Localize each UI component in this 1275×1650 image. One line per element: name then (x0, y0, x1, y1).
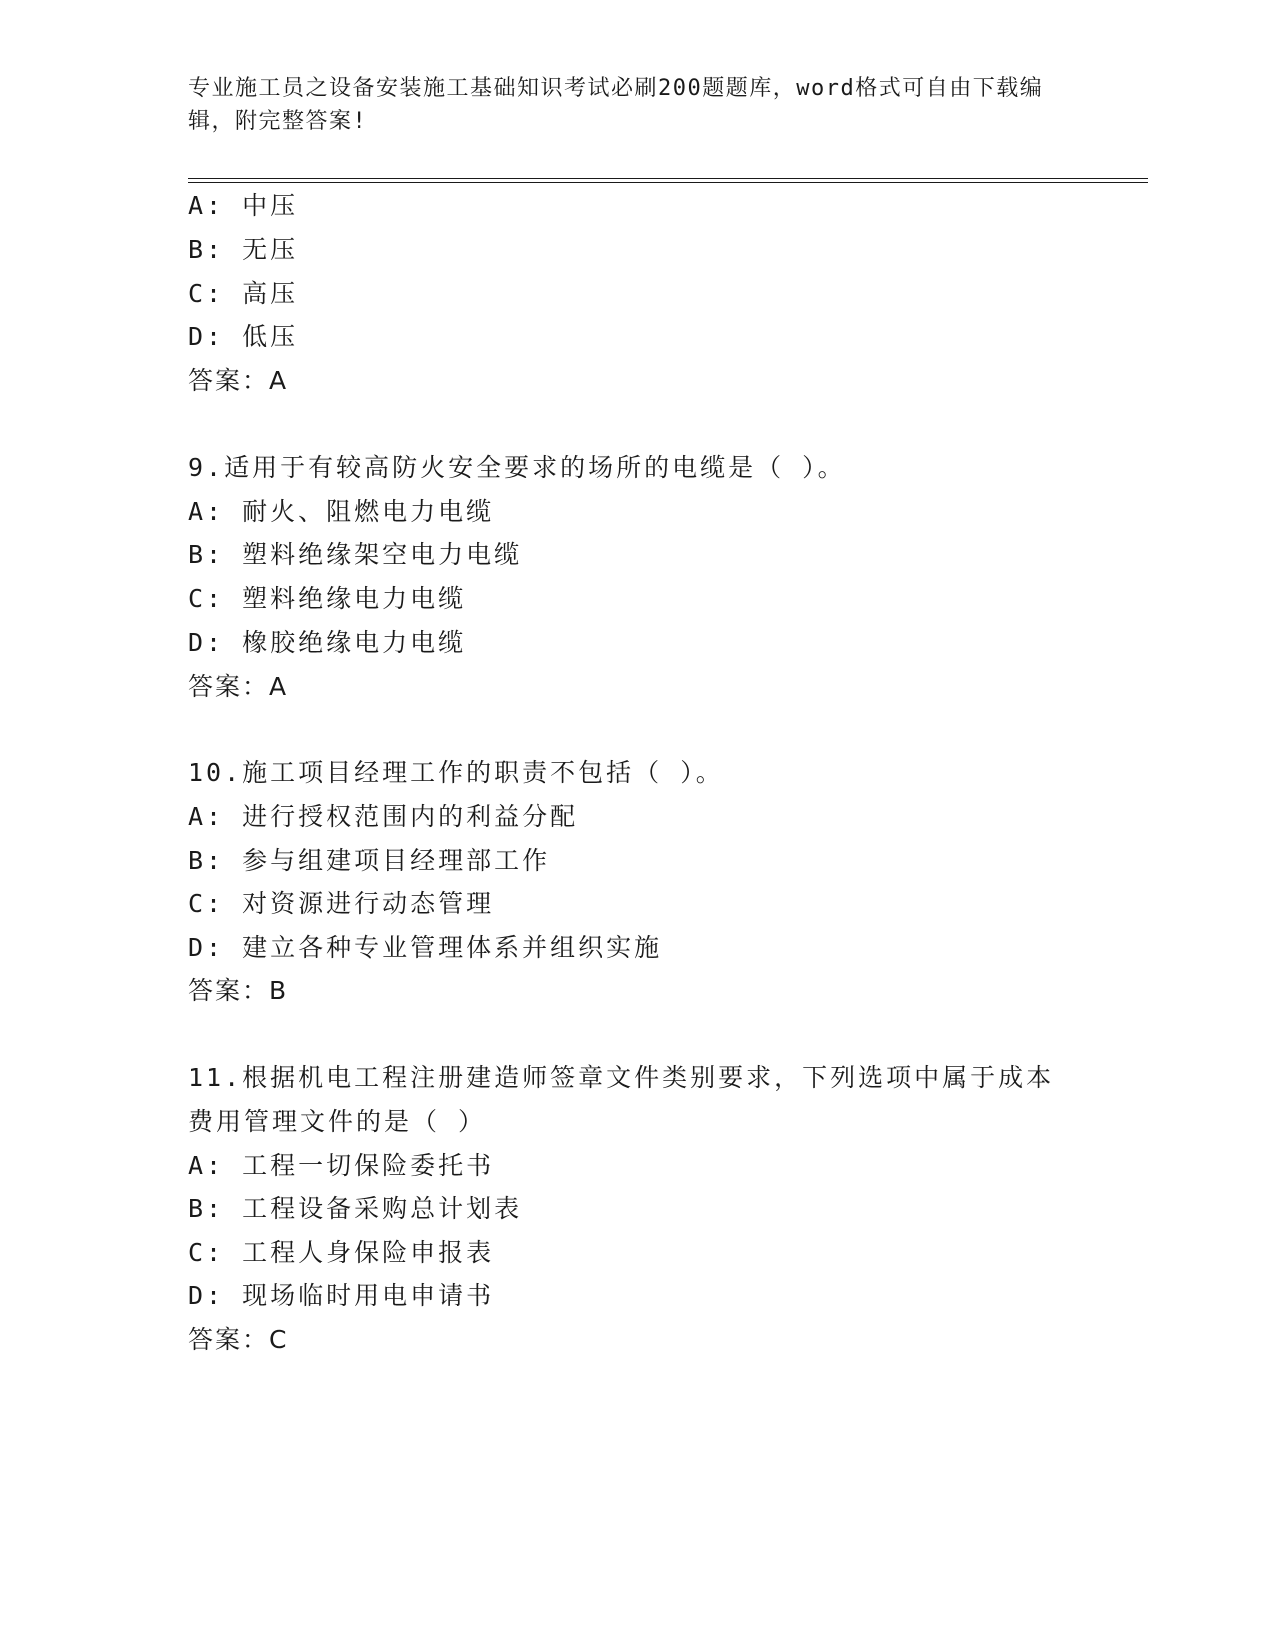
q8-option-d: D: 低压 (188, 322, 299, 351)
q9-question: 9.适用于有较高防火安全要求的场所的电缆是（ ）。 (188, 453, 846, 482)
document-header: 专业施工员之设备安装施工基础知识考试必刷200题题库，word格式可自由下载编辑，附完整答案! (188, 76, 1044, 134)
q10-answer: 答案：B (188, 976, 289, 1005)
q10-option-b: B: 参与组建项目经理部工作 (188, 846, 551, 875)
q11-question-line1: 11.根据机电工程注册建造师签章文件类别要求，下列选项中属于成本 (188, 1063, 1055, 1092)
q10-option-a: A: 进行授权范围内的利益分配 (188, 802, 579, 831)
q10-question: 10.施工项目经理工作的职责不包括（ ）。 (188, 758, 724, 787)
q9-option-d: D: 橡胶绝缘电力电缆 (188, 628, 467, 657)
header-divider-top (188, 178, 1148, 179)
q10-option-d: D: 建立各种专业管理体系并组织实施 (188, 933, 663, 962)
q11-answer: 答案：C (188, 1325, 289, 1354)
q11-question-line2: 费用管理文件的是（ ） (188, 1107, 487, 1136)
header-divider-bottom (188, 182, 1148, 183)
q11-option-b: B: 工程设备采购总计划表 (188, 1194, 523, 1223)
q8-option-c: C: 高压 (188, 279, 299, 308)
q8-option-a: A: 中压 (188, 191, 299, 220)
q8-answer: 答案：A (188, 366, 289, 395)
q11-option-d: D: 现场临时用电申请书 (188, 1281, 495, 1310)
q9-option-b: B: 塑料绝缘架空电力电缆 (188, 540, 523, 569)
q11-option-c: C: 工程人身保险申报表 (188, 1238, 495, 1267)
q10-option-c: C: 对资源进行动态管理 (188, 889, 495, 918)
q11-option-a: A: 工程一切保险委托书 (188, 1151, 495, 1180)
q9-option-c: C: 塑料绝缘电力电缆 (188, 584, 467, 613)
q9-option-a: A: 耐火、阻燃电力电缆 (188, 497, 495, 526)
q8-option-b: B: 无压 (188, 235, 299, 264)
q9-answer: 答案：A (188, 672, 289, 701)
